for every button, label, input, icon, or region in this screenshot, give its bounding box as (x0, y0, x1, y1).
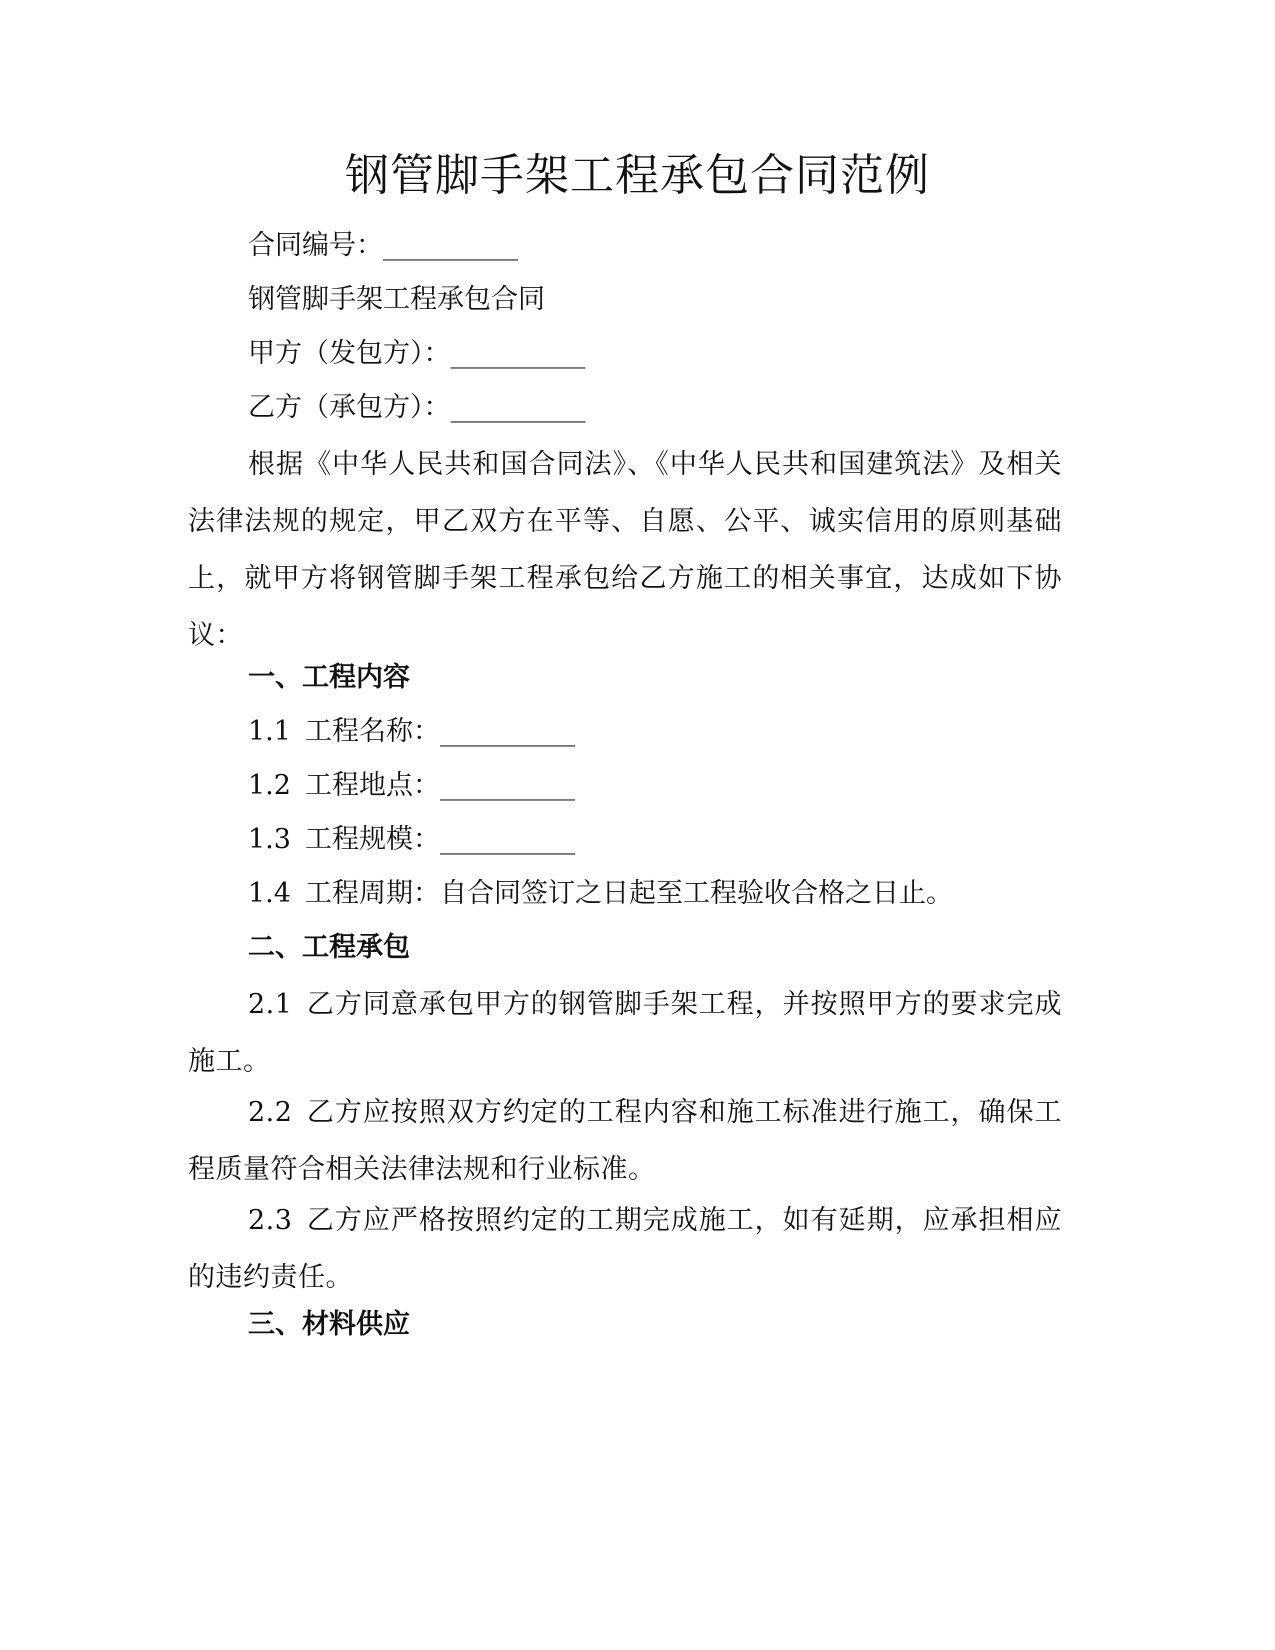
clause-text: 工程名称：__________ (304, 716, 575, 747)
section-heading-2: 二、工程承包 (248, 932, 410, 963)
section-heading-1: 一、工程内容 (248, 662, 410, 693)
clause-1-4 (248, 877, 953, 911)
clause-number: 1.2 (248, 770, 291, 801)
clause-text: 乙方应严格按照约定的工期完成施工，如有延期，应承担相应的违约责任。 (188, 1205, 1062, 1293)
party-a-line: 甲方（发包方）：__________ (248, 338, 586, 369)
contract-subtitle: 钢管脚手架工程承包合同 (248, 284, 545, 315)
clause-2-3 (188, 1192, 1062, 1306)
contract-number-line: 合同编号：__________ (248, 230, 518, 261)
clause-number: 1.1 (248, 716, 291, 747)
party-b-line: 乙方（承包方）：__________ (248, 392, 586, 423)
clause-1-2 (248, 769, 575, 803)
clause-number: 2.1 (248, 989, 293, 1020)
clause-1-3 (248, 823, 575, 857)
clause-text: 工程地点：__________ (304, 770, 575, 801)
preamble-paragraph: 根据《中华人民共和国合同法》、《中华人民共和国建筑法》及相关法律法规的规定，甲乙双方在平等、自愿、公平、诚实信用的原则基础上，就甲方将钢管脚手架工程承包给乙方施工的相关事宜，达成如下协议： (188, 449, 1062, 651)
clause-1-1 (248, 715, 575, 749)
clause-number: 2.3 (248, 1205, 293, 1236)
clause-2-2 (188, 1084, 1062, 1198)
clause-2-1 (188, 976, 1062, 1090)
clause-text: 乙方应按照双方约定的工程内容和施工标准进行施工，确保工程质量符合相关法律法规和行业标准。 (188, 1097, 1062, 1185)
clause-text: 乙方同意承包甲方的钢管脚手架工程，并按照甲方的要求完成施工。 (188, 989, 1062, 1077)
clause-text: 工程规模：__________ (304, 824, 575, 855)
clause-number: 2.2 (248, 1097, 293, 1128)
document-title: 钢管脚手架工程承包合同范例 (345, 150, 930, 201)
clause-number: 1.3 (248, 824, 291, 855)
clause-number: 1.4 (248, 878, 291, 909)
clause-text: 工程周期：自合同签订之日起至工程验收合格之日止。 (304, 878, 953, 909)
section-heading-3: 三、材料供应 (248, 1309, 410, 1340)
